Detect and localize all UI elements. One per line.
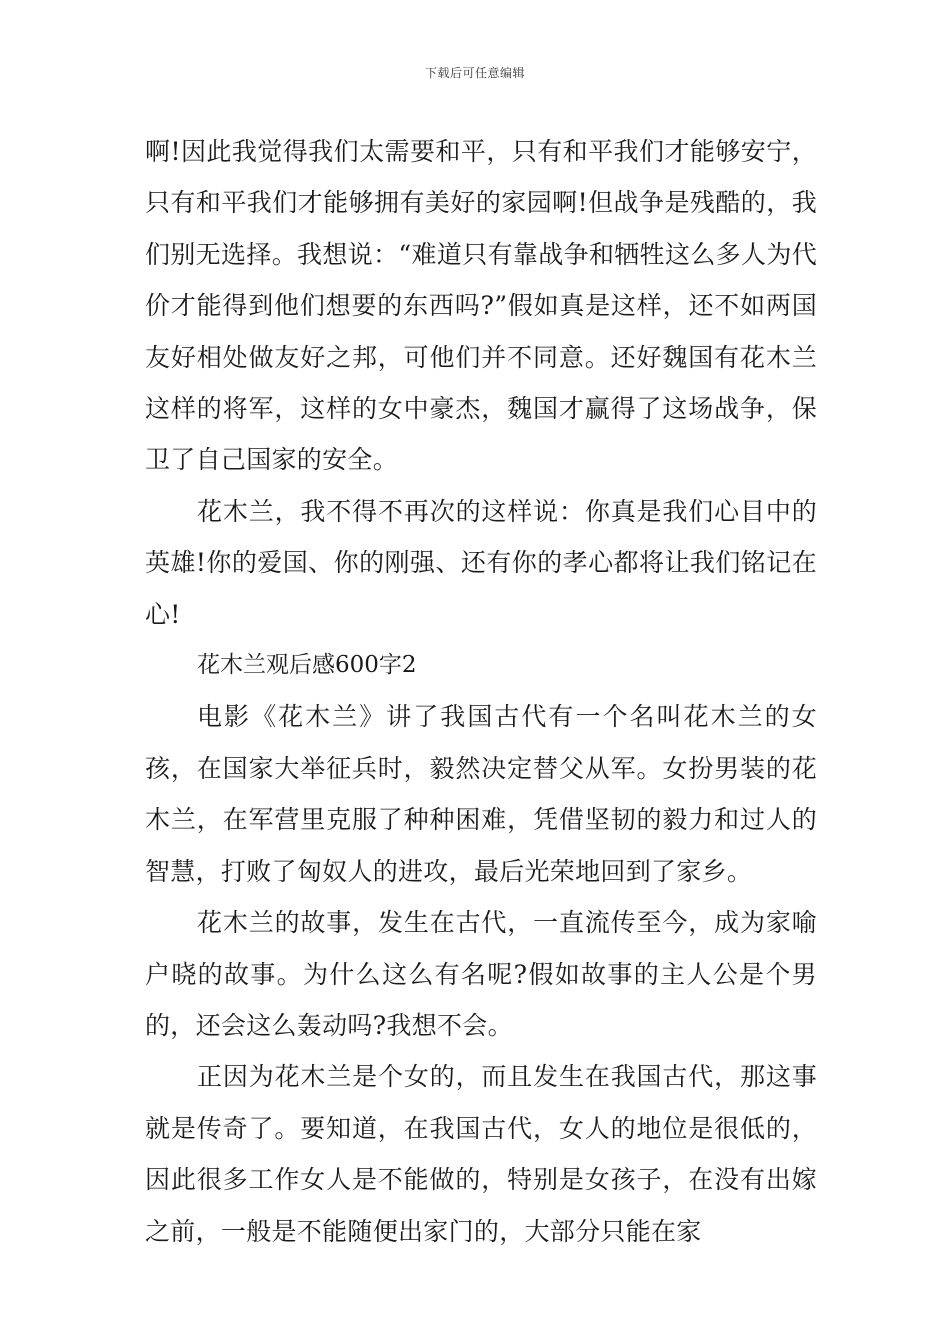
body-paragraph-continuation: 啊!因此我觉得我们太需要和平，只有和平我们才能够安宁，只有和平我们才能够拥有美好的家园啊!但战争是残酷的，我们别无选择。我想说：“难道只有靠战争和牺牲这么多人为代价才能得到他们想要的东西吗?”假如真是这样，还不如两国友好相处做友好之邦，可他们并不同意。还好魏国有花木兰这样的将军，这样的女中豪杰，魏国才赢得了这场战争，保卫了自己国家的安全。 (145, 137, 817, 475)
body-paragraph: 花木兰的故事，发生在古代，一直流传至今，成为家喻户晓的故事。为什么这么有名呢?假如故事的主人公是个男的，还会这么轰动吗?我想不会。 (145, 908, 817, 1040)
document-body (145, 126, 817, 1257)
body-paragraph: 正因为花木兰是个女的，而且发生在我国古代，那这事就是传奇了。要知道，在我国古代，女人的地位是很低的，因此很多工作女人是不能做的，特别是女孩子，在没有出嫁之前，一般是不能随便出家门的，大部分只能在家 (145, 1062, 817, 1246)
body-paragraph: 电影《花木兰》讲了我国古代有一个名叫花木兰的女孩，在国家大举征兵时，毅然决定替父从军。女扮男装的花木兰，在军营里克服了种种困难，凭借坚韧的毅力和过人的智慧，打败了匈奴人的进攻，最后光荣地回到了家乡。 (145, 702, 817, 886)
body-paragraph: 花木兰，我不得不再次的这样说：你真是我们心目中的英雄!你的爱国、你的刚强、还有你的孝心都将让我们铭记在心! (145, 496, 817, 629)
page-header-note: 下载后可任意编辑 (424, 66, 525, 80)
section-heading: 花木兰观后感600字2 (197, 652, 417, 679)
